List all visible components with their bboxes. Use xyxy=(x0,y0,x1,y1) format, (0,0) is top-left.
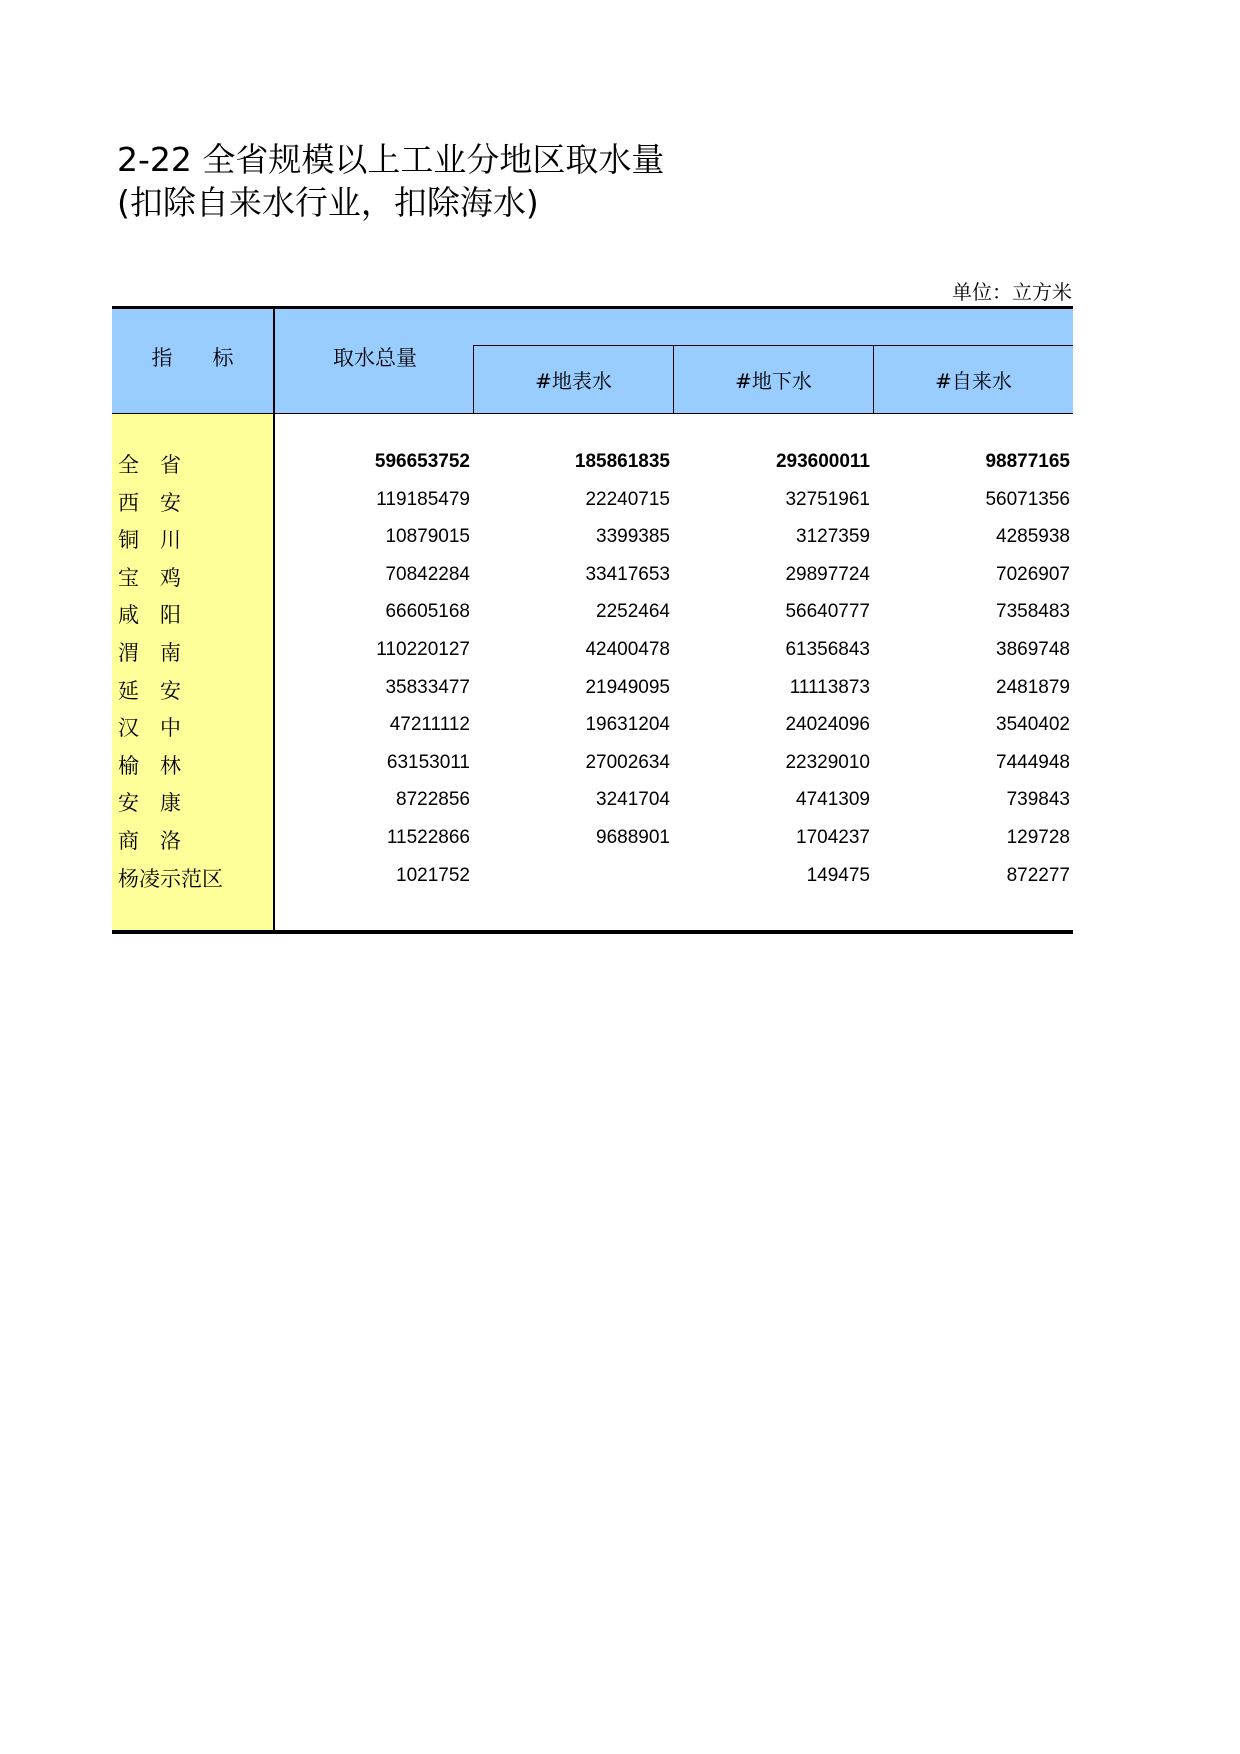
cell-total: 596653752 xyxy=(374,451,470,472)
cell-total: 110220127 xyxy=(376,638,470,660)
header-ground-water: #地下水 xyxy=(673,345,873,413)
cell-total: 119185479 xyxy=(376,488,470,510)
table-row-province-total xyxy=(112,444,1073,482)
row-name: 安 康 xyxy=(118,791,181,816)
row-name: 全 省 xyxy=(118,453,181,477)
cell-ground: 1704237 xyxy=(796,826,870,848)
cell-total: 70842284 xyxy=(385,563,470,585)
cell-total: 8722856 xyxy=(396,789,470,811)
cell-total: 10879015 xyxy=(385,526,470,548)
cell-ground: 11113873 xyxy=(789,676,870,698)
row-name: 宝 鸡 xyxy=(118,565,181,590)
cell-ground: 293600011 xyxy=(775,451,870,472)
cell-total: 47211112 xyxy=(389,714,470,736)
unit-label: 单位：立方米 xyxy=(952,280,1072,304)
cell-ground: 4741309 xyxy=(796,789,870,811)
cell-total: 1021752 xyxy=(396,864,470,886)
cell-surface: 21949095 xyxy=(585,676,670,698)
page-title xyxy=(117,138,664,224)
cell-ground: 61356843 xyxy=(785,638,870,660)
cell-surface: 185861835 xyxy=(574,451,670,472)
cell-total: 11522866 xyxy=(386,826,470,848)
cell-surface: 3399385 xyxy=(596,526,670,548)
table-row xyxy=(112,594,1073,632)
table-row xyxy=(112,632,1073,670)
title-line-2: (扣除自来水行业，扣除海水) xyxy=(117,183,539,222)
cell-tap: 872277 xyxy=(1006,864,1070,886)
cell-total: 63153011 xyxy=(386,751,470,773)
cell-surface: 27002634 xyxy=(585,751,670,773)
cell-tap: 3540402 xyxy=(996,714,1070,736)
cell-surface: 42400478 xyxy=(585,638,670,660)
table-top-rule xyxy=(112,306,1073,309)
cell-tap: 98877165 xyxy=(985,451,1070,472)
table-row xyxy=(112,519,1073,557)
cell-tap: 3869748 xyxy=(996,638,1070,660)
table-row xyxy=(112,858,1073,896)
cell-tap: 7358483 xyxy=(996,601,1070,623)
header-total: 取水总量 xyxy=(333,346,417,370)
cell-tap: 7026907 xyxy=(996,563,1070,585)
cell-total: 35833477 xyxy=(385,676,470,698)
cell-surface: 22240715 xyxy=(585,488,670,510)
header-bottom-rule xyxy=(112,413,1073,414)
cell-tap: 739843 xyxy=(1006,789,1070,811)
table-row xyxy=(112,670,1073,708)
cell-tap: 4285938 xyxy=(996,526,1070,548)
row-name: 榆 林 xyxy=(118,753,181,778)
cell-ground: 56640777 xyxy=(785,601,870,623)
row-name: 铜 川 xyxy=(118,528,181,553)
cell-ground: 32751961 xyxy=(785,488,870,510)
row-name: 杨凌示范区 xyxy=(118,866,223,891)
table-row xyxy=(112,820,1073,858)
row-name: 延 安 xyxy=(118,678,181,703)
cell-ground: 149475 xyxy=(806,864,870,886)
table-row xyxy=(112,707,1073,745)
cell-total: 66605168 xyxy=(385,601,470,623)
cell-tap: 7444948 xyxy=(996,751,1070,773)
header-surface-water: #地表水 xyxy=(473,345,673,413)
row-name: 咸 阳 xyxy=(118,603,181,628)
row-name: 渭 南 xyxy=(118,640,181,665)
cell-tap: 2481879 xyxy=(996,676,1070,698)
cell-tap: 56071356 xyxy=(985,488,1070,510)
header-indicator xyxy=(112,342,273,372)
cell-ground: 3127359 xyxy=(796,526,870,548)
cell-surface: 3241704 xyxy=(596,789,670,811)
table-row xyxy=(112,482,1073,520)
cell-surface: 2252464 xyxy=(596,601,670,623)
cell-ground: 24024096 xyxy=(785,714,870,736)
cell-tap: 129728 xyxy=(1006,826,1070,848)
cell-ground: 29897724 xyxy=(785,563,870,585)
table-body xyxy=(112,444,1073,895)
cell-surface: 19631204 xyxy=(585,714,670,736)
table-bottom-rule xyxy=(112,930,1073,934)
header-tap-water: #自来水 xyxy=(873,345,1073,413)
header-indicator-char-2: 标 xyxy=(212,346,234,370)
data-table xyxy=(112,306,1073,933)
table-row xyxy=(112,782,1073,820)
title-line-1: 2-22 全省规模以上工业分地区取水量 xyxy=(117,140,665,179)
header-indicator-char-1: 指 xyxy=(151,346,173,370)
row-name: 汉 中 xyxy=(118,716,181,741)
row-name: 商 洛 xyxy=(118,828,181,853)
cell-surface: 9688901 xyxy=(596,826,670,848)
cell-surface: 33417653 xyxy=(585,563,670,585)
table-row xyxy=(112,745,1073,783)
cell-ground: 22329010 xyxy=(785,751,870,773)
table-row xyxy=(112,557,1073,595)
row-name: 西 安 xyxy=(118,490,181,515)
